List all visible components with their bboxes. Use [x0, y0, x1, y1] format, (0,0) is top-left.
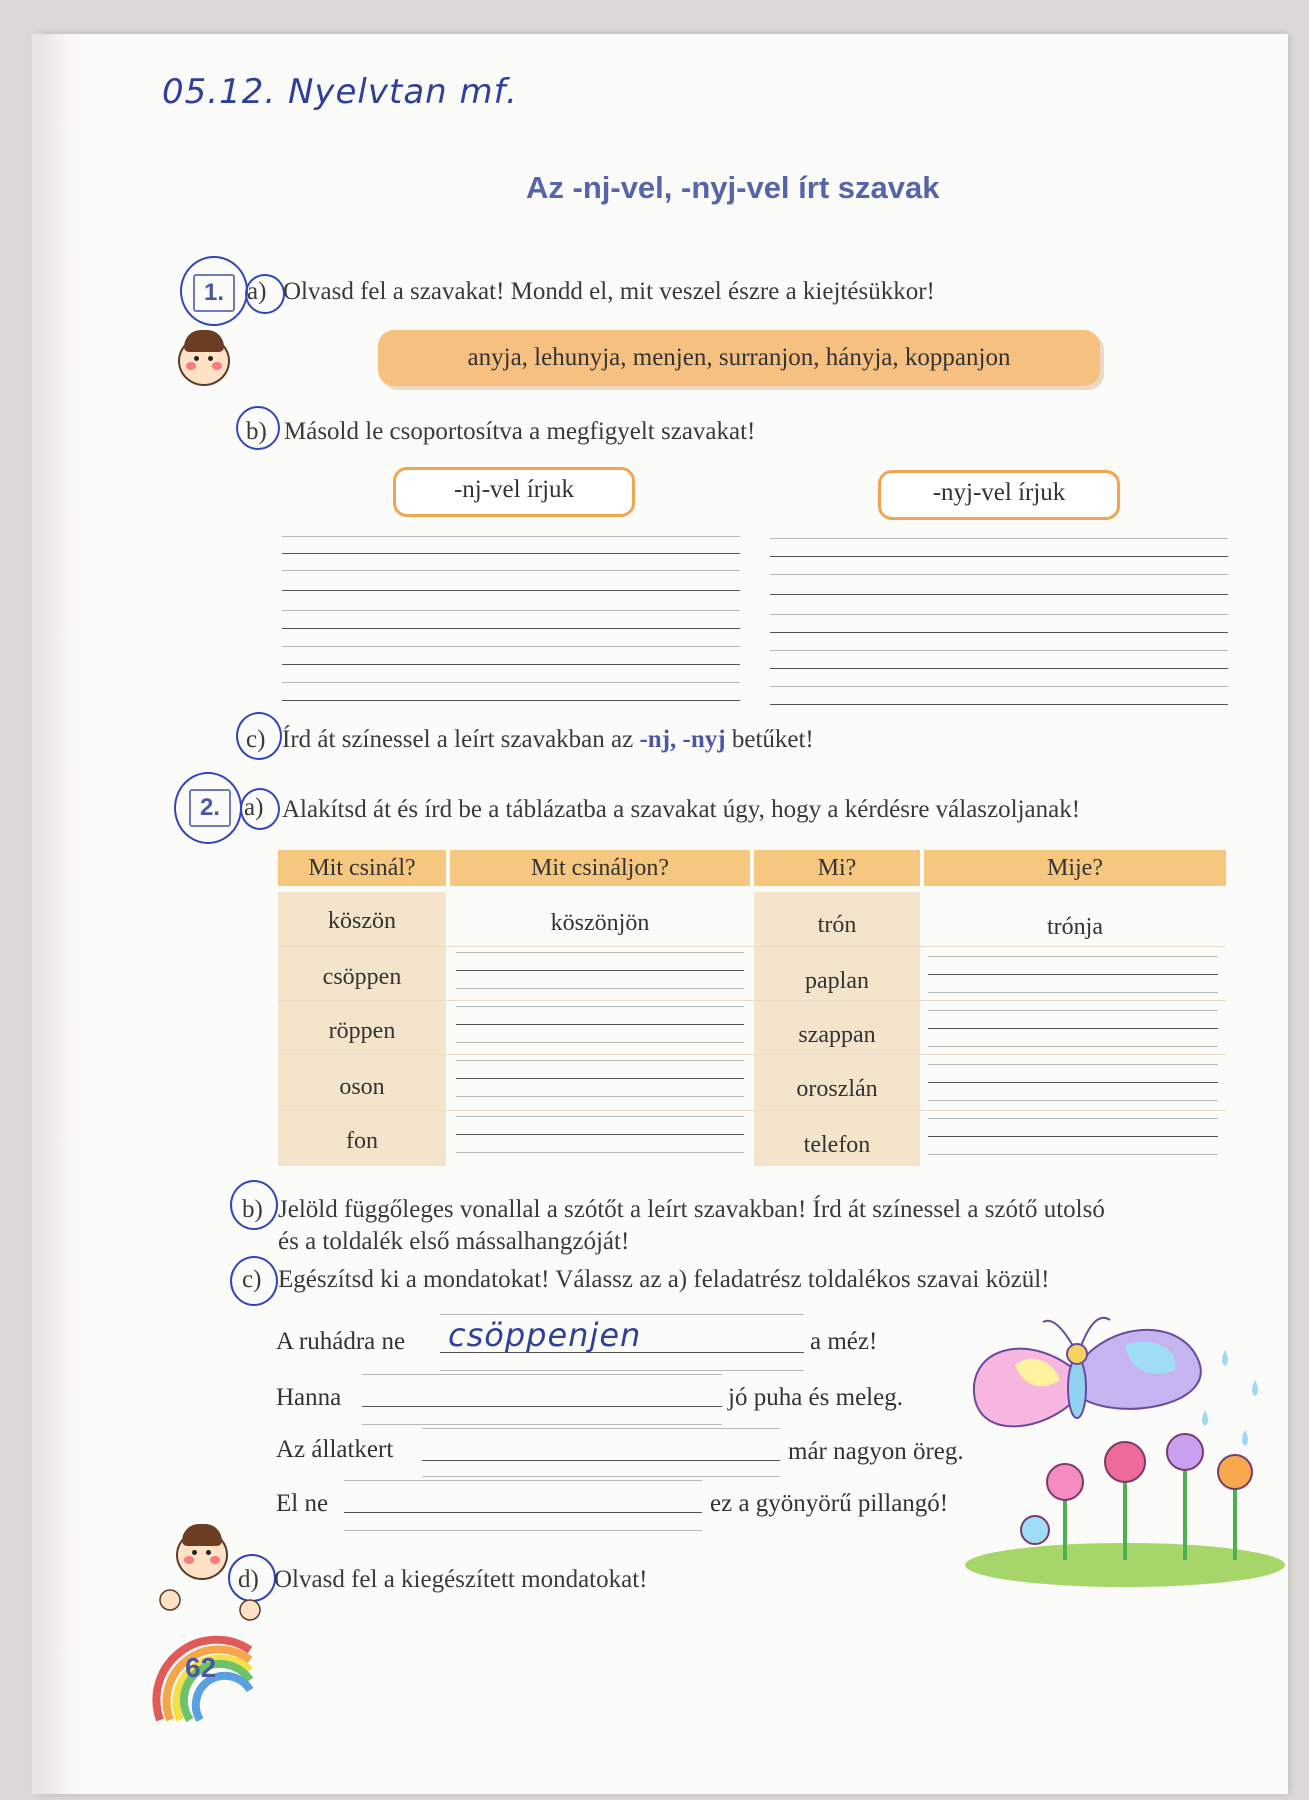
task-2b-instruction-1: Jelöld függőleges vonallal a szótőt a leírt szavakban! Írd át színessel a szótő utolsó — [278, 1196, 1105, 1223]
pen-circle-1c — [236, 712, 282, 760]
table-cell-noun: trón — [817, 912, 857, 938]
task-1b-instruction: Másold le csoportosítva a megfigyelt szavakat! — [284, 418, 756, 445]
table-cell-example: köszönjön — [550, 910, 650, 936]
table-cell-verb: csöppen — [322, 964, 402, 990]
task-1c-letter: c) — [246, 726, 266, 753]
nj-label: -nj-vel írjuk — [393, 467, 635, 517]
task-1a-letter: a) — [247, 278, 267, 305]
table-cell-verb: röppen — [328, 1018, 396, 1044]
pen-circle-2a — [240, 788, 280, 830]
task-2d-letter: d) — [238, 1566, 259, 1593]
table-cell-noun: szappan — [798, 1022, 876, 1048]
table-header-2: Mit csináljon? — [450, 850, 750, 886]
pen-circle-2b — [230, 1180, 278, 1230]
nyj-label: -nyj-vel írjuk — [878, 470, 1120, 520]
sentence-1-start: A ruhádra ne — [276, 1328, 406, 1355]
sentence-4-end: ez a gyönyörű pillangó! — [710, 1490, 949, 1517]
task-2c-letter: c) — [242, 1266, 262, 1293]
flowers-icon — [965, 1434, 1285, 1587]
task-2-number: 2. — [189, 789, 231, 827]
page-number: 62 — [185, 1652, 217, 1683]
book-spine — [38, 34, 84, 1794]
child-face-icon — [176, 1530, 228, 1580]
raindrops-icon — [1202, 1350, 1258, 1446]
pen-circle-2c — [230, 1256, 278, 1306]
table-cell-noun: oroszlán — [796, 1076, 878, 1102]
pen-circle-1a — [245, 274, 285, 314]
word-list-box: anyja, lehunyja, menjen, surranjon, hányja, koppanjon — [378, 330, 1100, 386]
task-2d-instruction: Olvasd fel a kiegészített mondatokat! — [274, 1566, 648, 1593]
task-2b-letter: b) — [242, 1196, 263, 1223]
task-1a-instruction: Olvasd fel a szavakat! Mondd el, mit veszel észre a kiejtésükkor! — [283, 278, 935, 305]
sentence-1-handwritten-answer: csöppenjen — [448, 1316, 642, 1354]
pen-circle-task1 — [180, 256, 248, 326]
table-cell-verb: köszön — [328, 908, 396, 934]
table-header-1: Mit csinál? — [278, 850, 446, 886]
table-cell-noun: telefon — [803, 1132, 871, 1158]
task-2c-instruction: Egészítsd ki a mondatokat! Válassz az a) feladatrész toldalékos szavai közül! — [278, 1266, 1050, 1293]
sentence-4-start: El ne — [276, 1490, 329, 1517]
handwritten-header: 05.12. Nyelvtan mf. — [162, 72, 518, 112]
table-cell-verb: fon — [346, 1128, 378, 1154]
butterfly-flowers-illustration — [955, 1310, 1285, 1590]
task-2a-letter: a) — [244, 794, 264, 821]
table-cell-verb: oson — [339, 1074, 385, 1100]
child-face-icon — [178, 336, 230, 386]
sentence-3-end: már nagyon öreg. — [788, 1438, 964, 1465]
pen-circle-task2 — [174, 772, 242, 844]
table-cell-example: trónja — [1047, 914, 1103, 940]
sentence-2-start: Hanna — [276, 1384, 342, 1411]
task-2b-instruction-2: és a toldalék első mássalhangzóját! — [278, 1228, 630, 1255]
task-2a-instruction: Alakítsd át és írd be a táblázatba a szavakat úgy, hogy a kérdésre válaszoljanak! — [282, 796, 1081, 823]
table-header-4: Mije? — [924, 850, 1226, 886]
task-1b-letter: b) — [246, 418, 267, 445]
sentence-1-end: a méz! — [810, 1328, 878, 1355]
task-1c-instruction: Írd át színessel a leírt szavakban az -nj, -nyj betűket! — [282, 726, 814, 753]
table-cell-noun: paplan — [805, 968, 869, 994]
page-title: Az -nj-vel, -nyj-vel írt szavak — [526, 170, 940, 205]
pen-circle-1b — [236, 406, 280, 450]
task-1-number: 1. — [193, 274, 235, 312]
sentence-2-end: jó puha és meleg. — [728, 1384, 903, 1411]
sentence-3-start: Az állatkert — [276, 1436, 394, 1463]
table-header-3: Mi? — [754, 850, 920, 886]
butterfly-icon — [974, 1318, 1201, 1427]
